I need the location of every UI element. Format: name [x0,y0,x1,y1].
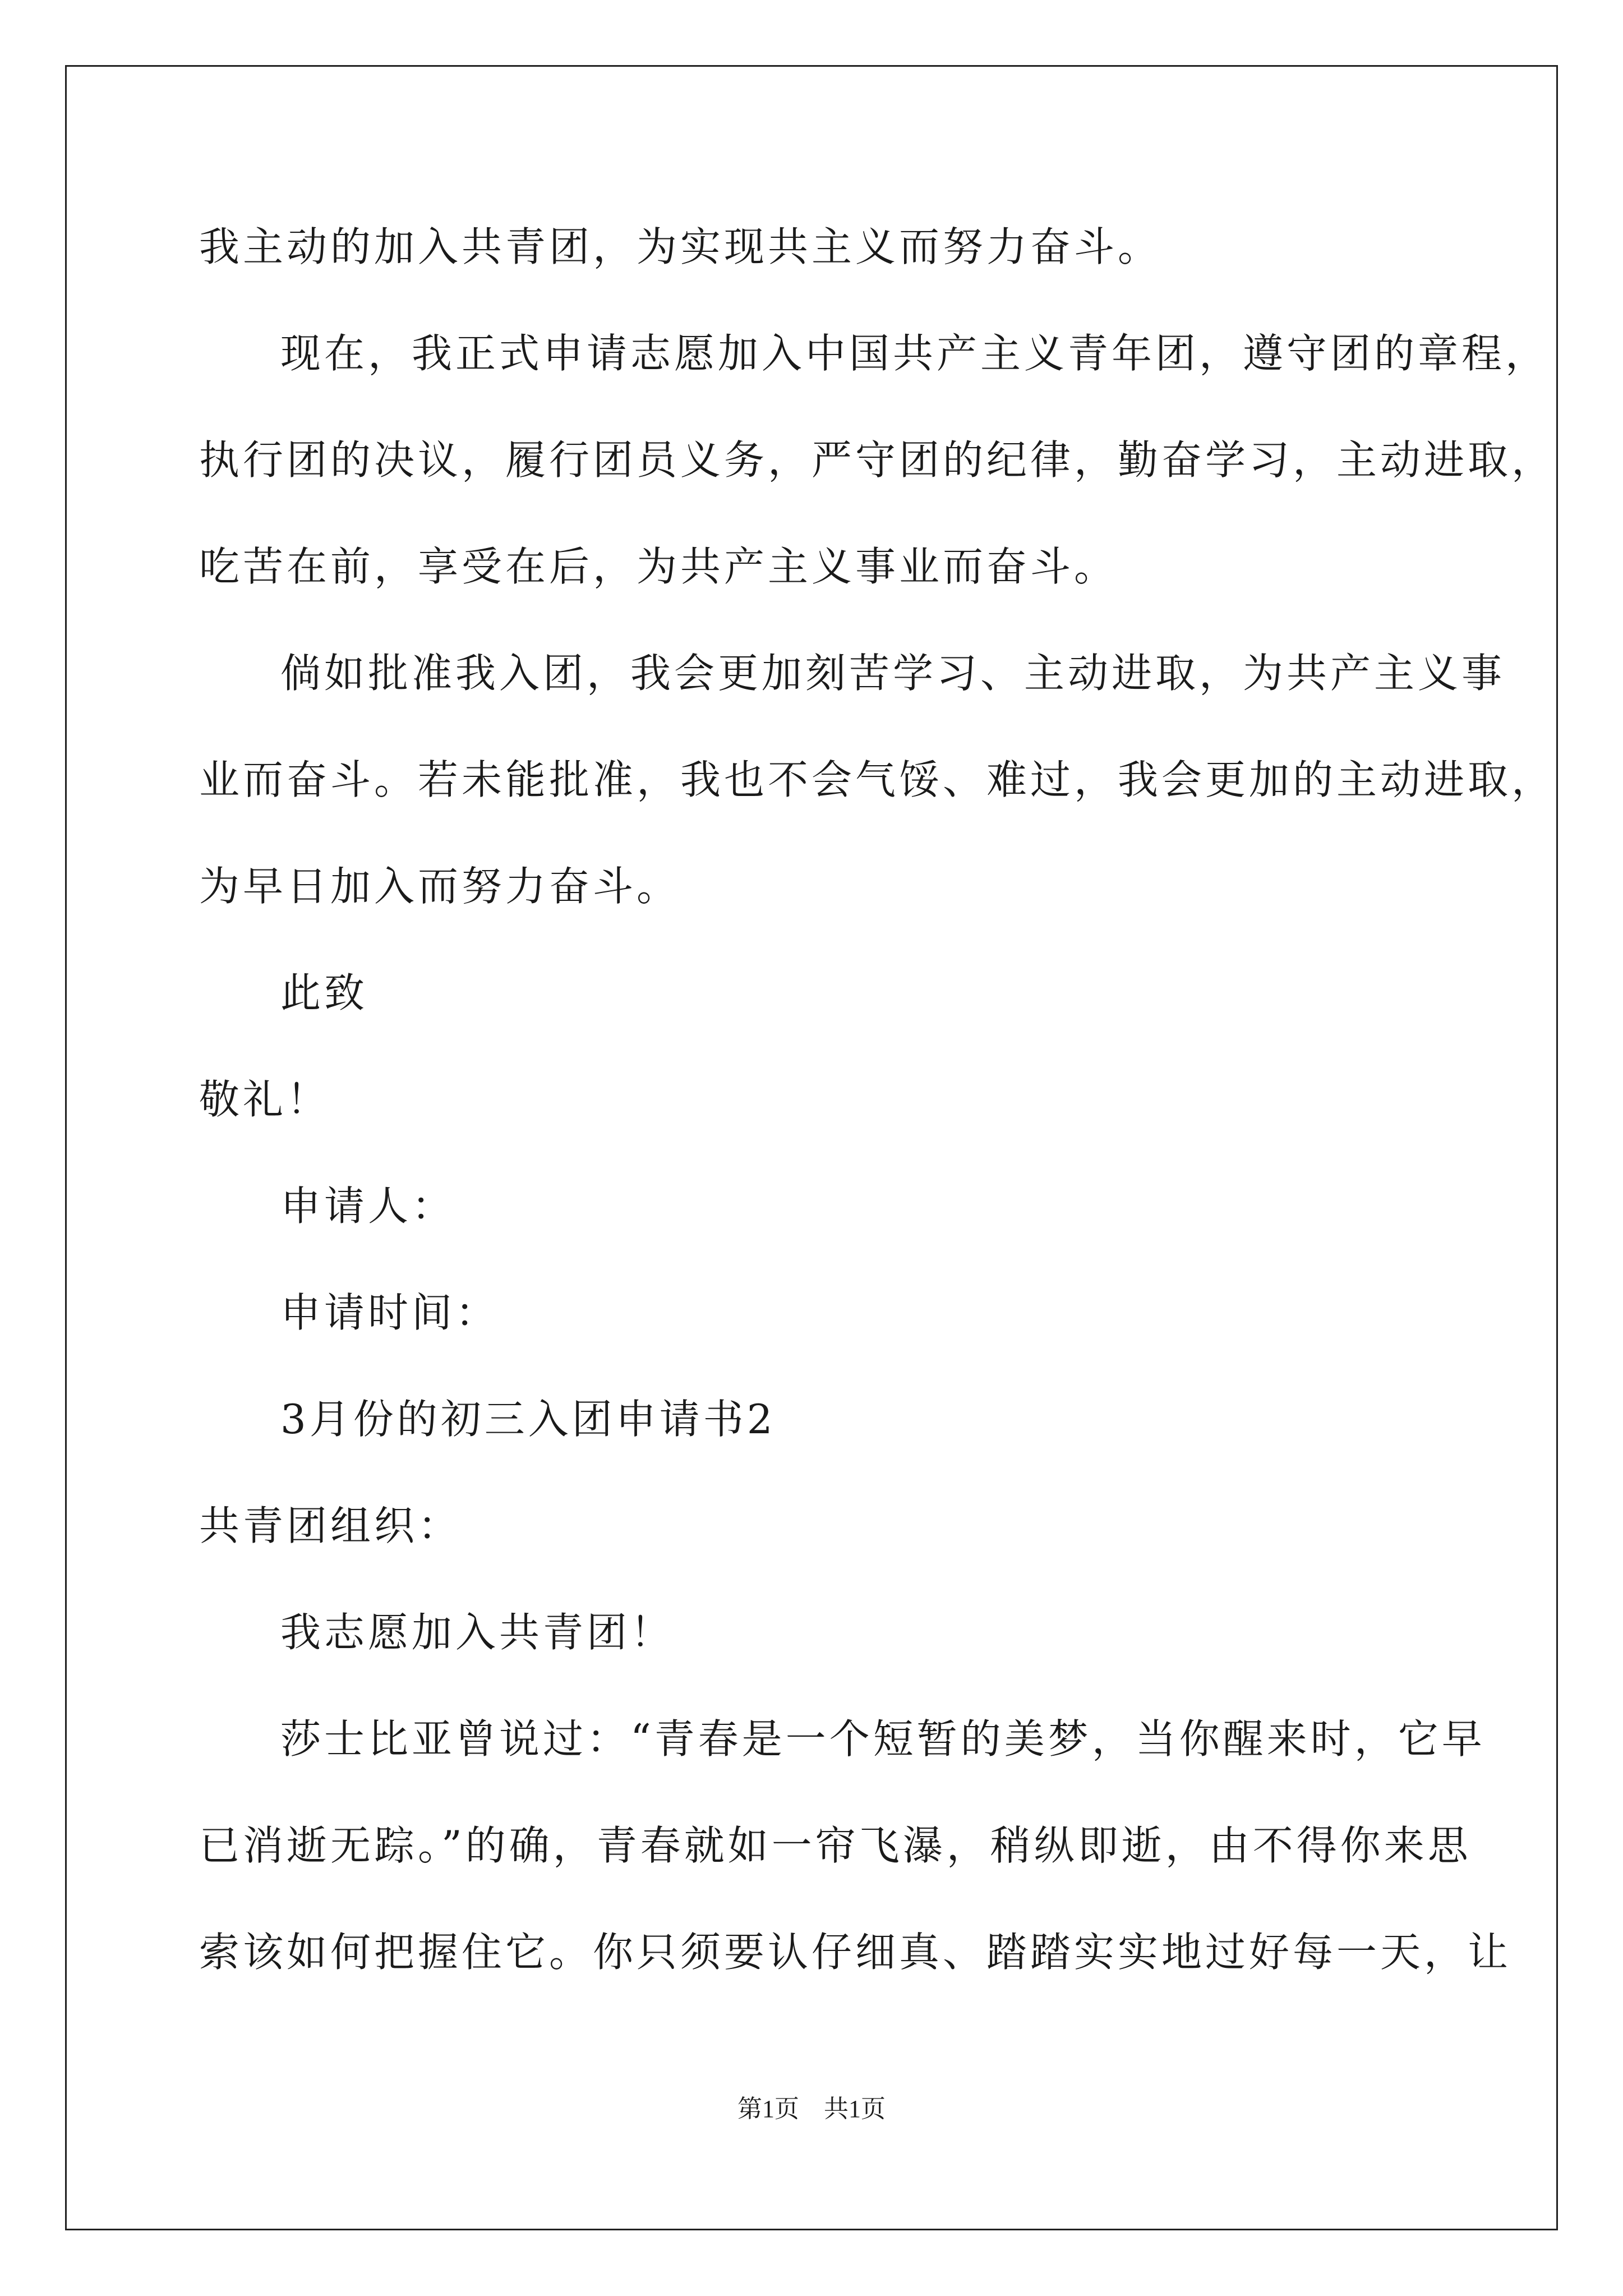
applicant-label: 申请人： [280,1182,456,1230]
paragraph-line: 莎士比亚曾说过：“青春是一个短暂的美梦，当你醒来时，它早 [280,1715,1486,1763]
paragraph-line: 索该如何把握住它。你只须要认仔细真、踏踏实实地过好每一天，让 [199,1929,1512,1976]
page-border [65,65,1558,2230]
paragraph-line: 业而奋斗。若未能批准，我也不会气馁、难过，我会更加的主动进取， [199,756,1556,803]
paragraph-line: 为早日加入而努力奋斗。 [199,863,681,910]
paragraph-line: 我主动的加入共青团，为实现共主义而努力奋斗。 [199,223,1162,270]
addressee-line: 共青团组织： [199,1502,462,1549]
paragraph-line: 执行团的决议，履行团员义务，严守团的纪律，勤奋学习，主动进取， [199,436,1556,484]
paragraph-line: 已消逝无踪。”的确，青春就如一帘飞瀑，稍纵即逝，由不得你来思 [199,1822,1472,1869]
salutation-line: 此致 [280,969,368,1016]
application-date-label: 申请时间： [280,1289,500,1336]
paragraph-line: 吃苦在前，享受在后，为共产主义事业而奋斗。 [199,543,1118,590]
salutation-line: 敬礼！ [199,1076,331,1123]
paragraph-line: 倘如批准我入团，我会更加刻苦学习、主动进取，为共产主义事 [280,650,1506,697]
paragraph-line: 我志愿加入共青团！ [280,1609,675,1656]
page-footer: 第1页 共1页 [737,2095,886,2123]
paragraph-line: 现在，我正式申请志愿加入中国共产主义青年团，遵守团的章程， [280,330,1550,377]
section-title: 3月份的初三入团申请书2 [280,1396,776,1443]
